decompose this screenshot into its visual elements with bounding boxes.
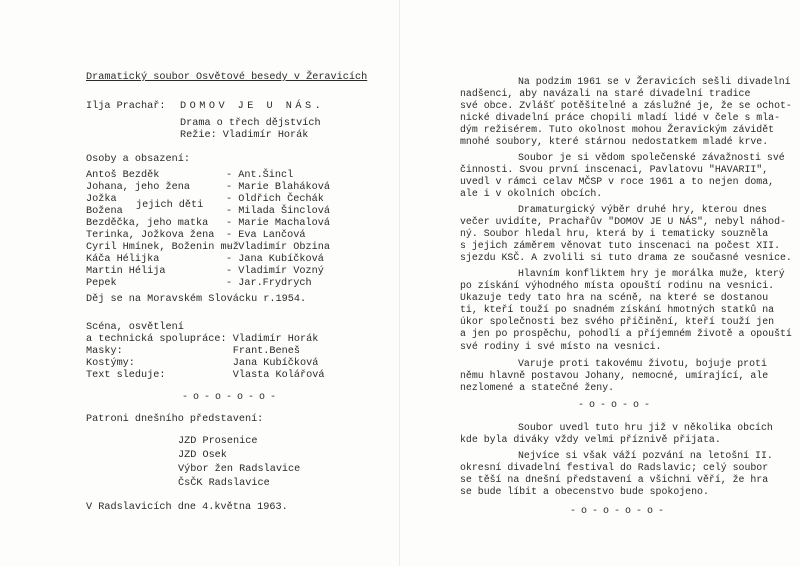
text-line: mnohé soubory, které stárnou nedostatkem mladé krve.	[460, 136, 769, 148]
text-line: večer uvidíte, Prachařův "DOMOV JE U NÁS", nebyl náhod-	[460, 216, 786, 228]
text-line: činnosti. Svou první inscenaci, Pavlatovu "HAVARII",	[460, 164, 769, 176]
text-line: Hlavním konfliktem hry je morálka muže, který	[518, 268, 785, 279]
cast-row	[86, 254, 376, 266]
ensemble-header: Dramatický soubor Osvětové besedy v Žeravicích	[86, 72, 368, 83]
text-line: dým režisérem. Tuto okolnost mohou Žeravickým závidět	[460, 124, 775, 136]
text-line: Nejvíce si však váží pozvání na letošní II.	[518, 450, 773, 461]
credits-line: Kostýmy: Jana Kubíčková	[86, 358, 319, 369]
cast-actor: - Oldřich Čechák	[226, 194, 324, 205]
cast-role: Jožka	[86, 194, 117, 205]
cast-role: Antoš Bezděk	[86, 170, 160, 181]
text-line: nezlomené a statečné ženy.	[460, 382, 615, 394]
text-line: ti, kteří touží po snadném získání hmotných statků na	[460, 304, 775, 316]
cast-role: Johana, jeho žena	[86, 182, 190, 193]
jejich-deti-note: jejich děti	[136, 200, 204, 211]
text-line: Na podzim 1961 se v Žeravicích sešli divadelní	[518, 76, 791, 87]
cast-actor: - Marie Blaháková	[226, 182, 330, 193]
text-line: nadšenci, aby navázali na staré divadelní tradice	[460, 88, 751, 100]
text-line: ný. Soubor hledal hru, která by i tematicky souzněla	[460, 228, 769, 240]
text-line: s jejich záměrem věnovat tuto inscenaci na počest XII.	[460, 240, 781, 252]
text-line: kde byla diváky vždy velmi příznivě přijata.	[460, 434, 721, 446]
cast-role: Cyril Hmínek, Boženin muž	[86, 242, 239, 253]
text-line: po získání výhodného místa opouští rodinu na vesnici.	[460, 280, 775, 292]
credits-line: Text sleduje: Vlasta Kolářová	[86, 370, 325, 381]
text-line: ale i v okolních obcích.	[460, 188, 603, 200]
text-line: Ukazuje tedy tato hra na scéně, na které se dostanou	[460, 292, 769, 304]
dateline: V Radslavicích dne 4.května 1963.	[86, 502, 288, 513]
text-line: němu hlavně postavou Johany, nemocné, umírající, ale	[460, 370, 769, 382]
paragraph	[460, 450, 773, 498]
cast-actor: - Eva Lančová	[226, 230, 306, 241]
text-line: Soubor uvedl tuto hru již v několika obcích	[518, 422, 773, 433]
cast-row	[86, 206, 376, 218]
cast-row	[86, 170, 376, 182]
text-line: se těší na dnešní představení a všichni věří, že hra	[460, 474, 769, 486]
cast-actor: - Vladimír Vozný	[226, 266, 324, 277]
cast-role: Terinka, Jožkova žena	[86, 230, 215, 241]
cast-actor: - Vladimír Obzina	[226, 242, 330, 253]
play-subtitle: Drama o třech dějstvích	[180, 118, 321, 129]
cast-row	[86, 218, 376, 230]
cast-row	[86, 278, 376, 290]
paragraph	[460, 204, 792, 264]
cast-actor: - Jar.Frydrych	[226, 278, 312, 289]
text-line: Soubor je si vědom společenské závažnosti své	[518, 152, 785, 163]
cast-role: Pepek	[86, 278, 117, 289]
cast-actor: - Ant.Šincl	[226, 170, 294, 181]
paragraph	[460, 76, 792, 149]
text-line: a jen po prospěchu, pohodlí a příjemném životě a opouští	[460, 328, 792, 340]
credits-line: Scéna, osvětlení	[86, 322, 184, 333]
patron-item: Výbor žen Radslavice	[178, 464, 301, 475]
director-line: Režie: Vladimír Horák	[180, 130, 309, 141]
paragraph	[460, 152, 785, 200]
cast-row	[86, 194, 376, 206]
cast-row	[86, 230, 376, 242]
right-page	[400, 0, 800, 566]
cast-actor: - Milada Šinclová	[226, 206, 330, 217]
cast-row	[86, 266, 376, 278]
text-line: Dramaturgický výběr druhé hry, kterou dnes	[518, 204, 767, 215]
text-line: uvedl v rámci celav MČSP v roce 1961 a to nejen doma,	[460, 176, 775, 188]
text-line: Varuje proti takovému životu, bojuje proti	[518, 358, 767, 369]
cast-role: Martin Hélija	[86, 266, 166, 277]
text-line: své rodiny i své místo na vesnici.	[460, 340, 662, 352]
text-line: své obce. Zvlášť potěšitelné a záslužné je, že se ochot-	[460, 100, 792, 112]
patron-item: JZD Prosenice	[178, 436, 258, 447]
text-line: se bude líbit a obecenstvo bude spokojeno.	[460, 486, 709, 498]
play-title: DOMOV JE U NÁS.	[180, 101, 325, 112]
separator: -o-o-o-	[578, 400, 656, 411]
credits-line: Masky: Frant.Beneš	[86, 346, 300, 357]
cast-actor: - Jana Kubíčková	[226, 254, 324, 265]
setting-line: Děj se na Moravském Slovácku r.1954.	[86, 294, 307, 305]
text-line: sjezdu KSČ. A zvolili si tuto drama ze současné vesnice.	[460, 252, 792, 264]
separator: -o-o-o-o-	[182, 392, 282, 403]
separator: -o-o-o-o-	[570, 506, 670, 517]
paragraph	[460, 358, 768, 394]
paragraph	[460, 422, 773, 446]
patron-item: ČsČK Radslavice	[178, 478, 270, 489]
patron-item: JZD Osek	[178, 450, 227, 461]
text-line: okresní divadelní festival do Radslavic; celý soubor	[460, 462, 769, 474]
cast-actor: - Marie Machalová	[226, 218, 330, 229]
text-line: úkor společnosti bez svého přičinění, kteří touží jen	[460, 316, 775, 328]
author-line: Ilja Prachař:	[86, 101, 166, 112]
cast-role: Káča Hélijka	[86, 254, 160, 265]
paragraph	[460, 268, 792, 353]
cast-role: Božena	[86, 206, 123, 217]
cast-heading: Osoby a obsazení:	[86, 154, 190, 165]
cast-role: Bezděčka, jeho matka	[86, 218, 209, 229]
patrons-heading: Patroni dnešního představení:	[86, 414, 264, 425]
text-line: nické divadelní práce chopili mladí lidé v čele s mla-	[460, 112, 781, 124]
cast-row	[86, 242, 376, 254]
credits-line: a technická spolupráce: Vladimír Horák	[86, 334, 319, 345]
cast-row	[86, 182, 376, 194]
